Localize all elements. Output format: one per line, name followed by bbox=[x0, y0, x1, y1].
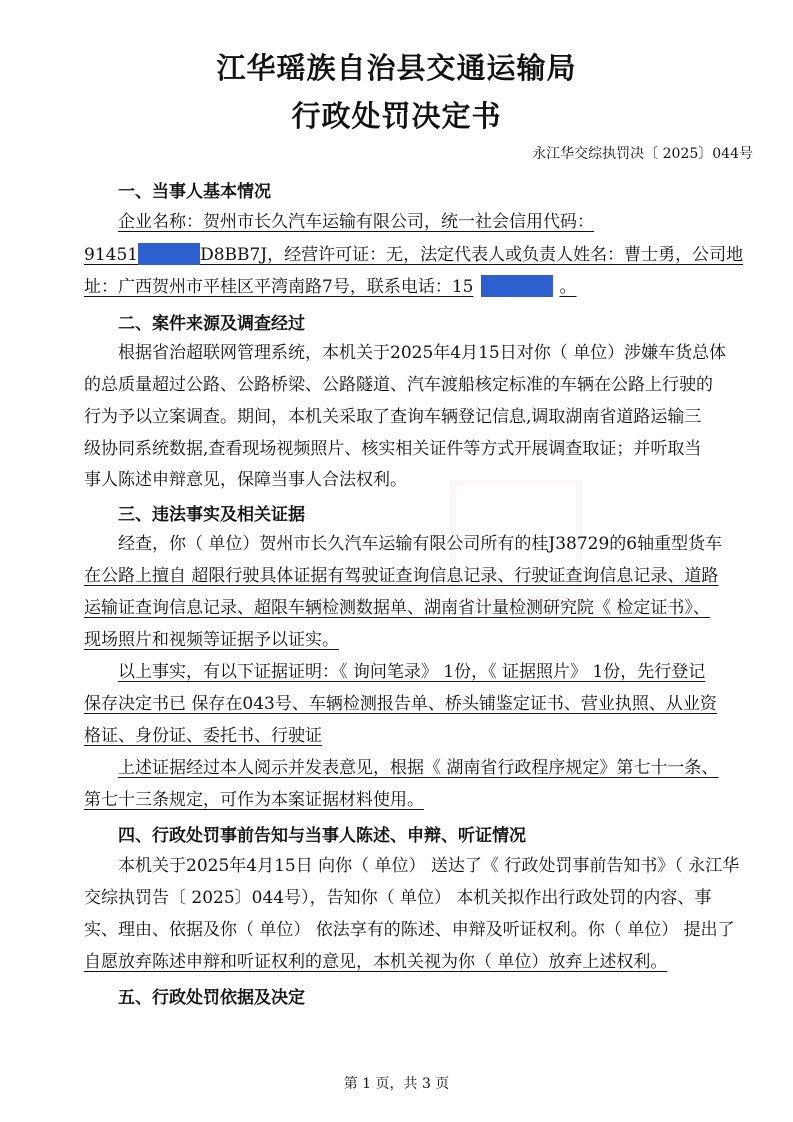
s4-line-3: 实、理由、依据及你（ 单位） 依法享有的陈述、申辩及听证权利。你（ 单位） 提出了 bbox=[84, 920, 735, 940]
redaction-box bbox=[138, 243, 200, 265]
section-1-heading: 一、当事人基本情况 bbox=[118, 182, 271, 202]
s1-credit-code-start: 91451 bbox=[84, 245, 139, 265]
s1-line-1-text: 企业名称：贺州市长久汽车运输有限公司，统一社会信用代码： bbox=[118, 212, 594, 232]
section-2-heading: 二、案件来源及调查经过 bbox=[118, 314, 305, 334]
s4-line-4: 自愿放弃陈述申辩和听证权利的意见，本机关视为你（ 单位）放弃上述权利。 bbox=[84, 952, 668, 972]
s3-line-1: 经查，你（ 单位）贺州市长久汽车运输有限公司所有的桂J38729的6轴重型货车 bbox=[118, 534, 723, 554]
s1-address-text: 址：广西贺州市平桂区平湾南路7号，联系电话：15 bbox=[84, 277, 474, 297]
s2-line-3: 行为予以立案调查。期间，本机关采取了查询车辆登记信息,调取湖南省道路运输三 bbox=[84, 407, 702, 427]
s1-line-2-text: D8BB7J，经营许可证：无，法定代表人或负责人姓名：曹士勇，公司地 bbox=[200, 245, 744, 265]
s2-line-2: 的总质量超过公路、公路桥梁、公路隧道、汽车渡船核定标准的车辆在公路上行驶的 bbox=[84, 375, 713, 395]
s3-line-5: 以上事实，有以下证据证明：《 询问笔录》 1份，《 证据照片》 1份，先行登记 bbox=[118, 662, 706, 682]
document-number: 永江华交综执罚决〔 2025〕044号 bbox=[532, 146, 753, 162]
s4-line-1: 本机关于2025年4月15日 向你（ 单位） 送达了《 行政处罚事前告知书》（ 永江华 bbox=[118, 856, 740, 876]
s3-line-3: 运输证查询信息记录、超限车辆检测数据单、湖南省计量检测研究院《 检定证书》、 bbox=[84, 598, 710, 618]
redaction-box bbox=[481, 275, 553, 297]
s1-line-3-end: 。 bbox=[559, 277, 577, 297]
s3-line-8: 上述证据经过本人阅示并发表意见，根据《 湖南省行政程序规定》第七十一条、 bbox=[118, 758, 719, 778]
page-footer: 第 1 页，共 3 页 bbox=[343, 1076, 450, 1092]
s3-line-4: 现场照片和视频等证据予以证实。 bbox=[84, 630, 339, 650]
document-title-line1: 江华瑶族自治县交通运输局 bbox=[216, 51, 577, 85]
document-title-line2: 行政处罚决定书 bbox=[291, 99, 502, 133]
s3-line-9: 第七十三条规定，可作为本案证据材料使用。 bbox=[84, 790, 424, 810]
s3-line-7: 格证、身份证、委托书、行驶证 bbox=[84, 726, 322, 746]
s3-line-2: 在公路上擅自 超限行驶具体证据有驾驶证查询信息记录、行驶证查询信息记录、道路 bbox=[84, 566, 719, 586]
section-3-heading: 三、违法事实及相关证据 bbox=[118, 505, 305, 525]
s4-line-2: 交综执罚告〔 2025〕044号），告知你（ 单位） 本机关拟作出行政处罚的内容、事 bbox=[84, 888, 712, 908]
section-4-heading: 四、行政处罚事前告知与当事人陈述、申辩、听证情况 bbox=[118, 826, 526, 846]
s2-line-4: 级协同系统数据,查看现场视频照片、核实相关证件等方式开展调查取证；并听取当 bbox=[84, 439, 702, 459]
s2-line-1: 根据省治超联网管理系统，本机关于2025年4月15日对你（ 单位）涉嫌车货总体 bbox=[118, 343, 727, 363]
s3-line-6: 保存决定书已 保存在043号、车辆检测报告单、桥头铺鉴定证书、营业执照、从业资 bbox=[84, 694, 717, 714]
s2-line-5: 事人陈述申辩意见，保障当事人合法权利。 bbox=[84, 470, 407, 490]
section-5-heading: 五、行政处罚依据及决定 bbox=[118, 988, 305, 1008]
faint-watermark bbox=[450, 480, 582, 602]
s1-line-3 bbox=[84, 275, 576, 298]
s1-line-1 bbox=[118, 211, 594, 233]
s1-line-2 bbox=[84, 243, 743, 266]
